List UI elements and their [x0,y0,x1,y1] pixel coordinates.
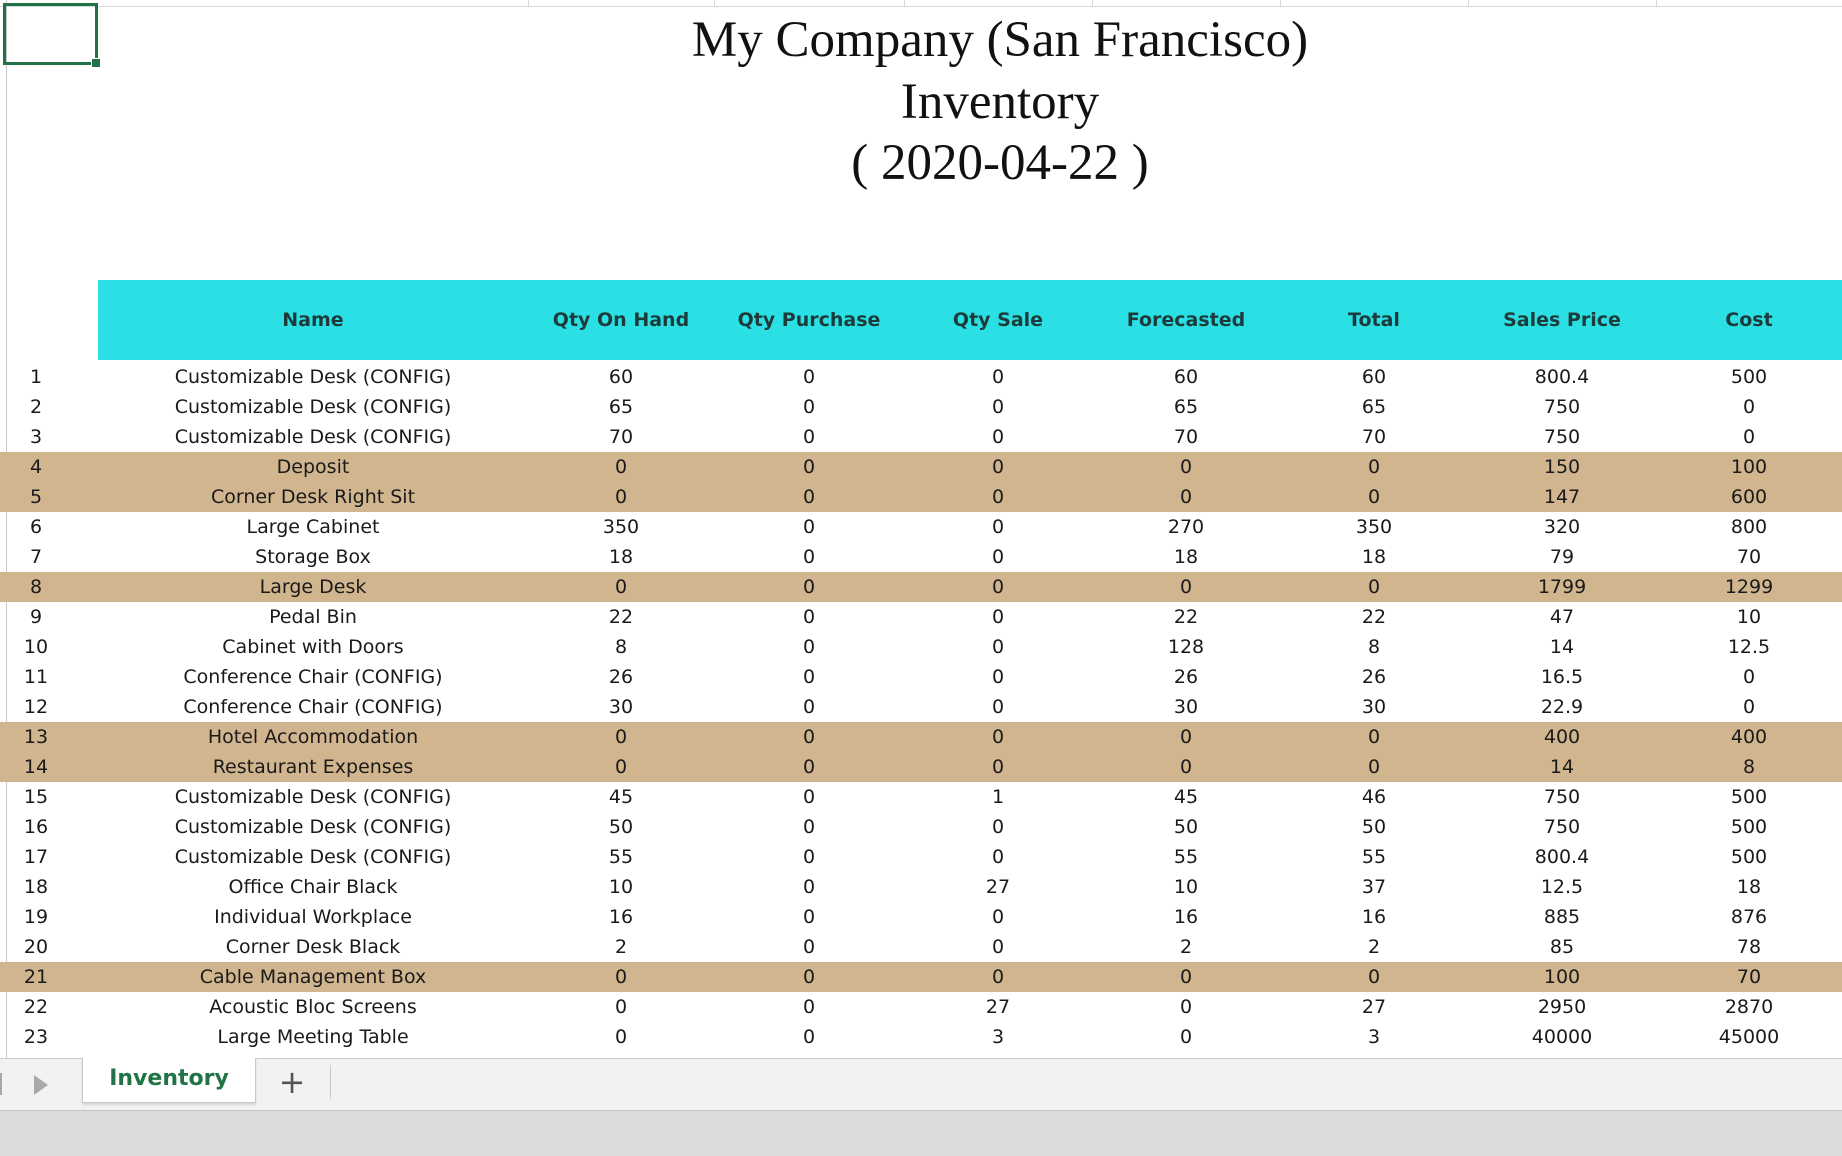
cell-name[interactable]: Corner Desk Black [225,936,401,958]
cell-qty-sale[interactable]: 0 [991,906,1005,928]
column-header-total[interactable]: Total [1348,309,1400,331]
row-number[interactable]: 15 [23,786,49,808]
cell-forecasted[interactable]: 50 [1173,816,1199,838]
cell-qty-on-hand[interactable]: 22 [608,606,634,628]
table-row[interactable] [0,392,1842,422]
cell-total[interactable]: 70 [1361,426,1387,448]
cell-qty-purchase[interactable]: 0 [802,756,816,778]
cell-sales-price[interactable]: 800.4 [1534,846,1590,868]
cell-total[interactable]: 350 [1355,516,1393,538]
column-header-name[interactable]: Name [282,309,344,331]
cell-qty-sale[interactable]: 0 [991,486,1005,508]
cell-name[interactable]: Restaurant Expenses [212,756,414,778]
column-header-cost[interactable]: Cost [1725,309,1773,331]
row-number[interactable]: 6 [29,516,43,538]
cell-name[interactable]: Conference Chair (CONFIG) [183,666,443,688]
cell-total[interactable]: 0 [1367,756,1381,778]
cell-qty-sale[interactable]: 0 [991,396,1005,418]
cell-qty-sale[interactable]: 3 [991,1026,1005,1048]
cell-cost[interactable]: 0 [1742,396,1756,418]
cell-forecasted[interactable]: 0 [1179,996,1193,1018]
sheet-tab-bar [0,1058,1842,1110]
cell-qty-purchase[interactable]: 0 [802,996,816,1018]
cell-qty-purchase[interactable]: 0 [802,1026,816,1048]
cell-qty-sale[interactable]: 0 [991,456,1005,478]
cell-total[interactable]: 30 [1361,696,1387,718]
cell-cost[interactable]: 500 [1730,786,1768,808]
cell-qty-purchase[interactable]: 0 [802,876,816,898]
cell-sales-price[interactable]: 79 [1549,546,1575,568]
row-number[interactable]: 16 [23,816,49,838]
table-row[interactable] [0,632,1842,662]
row-number[interactable]: 8 [29,576,43,598]
cell-name[interactable]: Storage Box [255,546,371,568]
cell-qty-sale[interactable]: 0 [991,756,1005,778]
cell-qty-purchase[interactable]: 0 [802,786,816,808]
nav-left-icon[interactable] [0,1073,6,1095]
table-row[interactable] [0,992,1842,1022]
cell-name[interactable]: Hotel Accommodation [207,726,419,748]
cell-total[interactable]: 37 [1361,876,1387,898]
cell-qty-sale[interactable]: 0 [991,816,1005,838]
cell-qty-on-hand[interactable]: 0 [614,726,628,748]
table-row[interactable] [0,752,1842,782]
cell-forecasted[interactable]: 22 [1173,606,1199,628]
cell-total[interactable]: 46 [1361,786,1387,808]
cell-qty-purchase[interactable]: 0 [802,456,816,478]
cell-qty-on-hand[interactable]: 2 [614,936,628,958]
cell-qty-on-hand[interactable]: 30 [608,696,634,718]
cell-sales-price[interactable]: 150 [1543,456,1581,478]
row-number[interactable]: 13 [23,726,49,748]
cell-cost[interactable]: 1299 [1724,576,1774,598]
company-title: My Company (San Francisco) [691,12,1309,68]
cell-cost[interactable]: 500 [1730,846,1768,868]
cell-qty-on-hand[interactable]: 350 [602,516,640,538]
row-number[interactable]: 12 [23,696,49,718]
cell-total[interactable]: 22 [1361,606,1387,628]
cell-qty-purchase[interactable]: 0 [802,486,816,508]
row-number[interactable]: 7 [29,546,43,568]
cell-name[interactable]: Acoustic Bloc Screens [209,996,417,1018]
cell-qty-purchase[interactable]: 0 [802,816,816,838]
cell-sales-price[interactable]: 14 [1549,636,1575,658]
cell-total[interactable]: 0 [1367,576,1381,598]
table-row[interactable] [0,362,1842,392]
cell-sales-price[interactable]: 750 [1543,396,1581,418]
cell-name[interactable]: Large Meeting Table [217,1026,409,1048]
cell-forecasted[interactable]: 0 [1179,486,1193,508]
cell-name[interactable]: Customizable Desk (CONFIG) [174,786,452,808]
cell-cost[interactable]: 0 [1742,666,1756,688]
cell-sales-price[interactable]: 750 [1543,426,1581,448]
cell-cost[interactable]: 600 [1730,486,1768,508]
cell-qty-sale[interactable]: 0 [991,636,1005,658]
cell-qty-on-hand[interactable]: 16 [608,906,634,928]
row-number[interactable]: 22 [23,996,49,1018]
cell-forecasted[interactable]: 0 [1179,756,1193,778]
cell-qty-on-hand[interactable]: 0 [614,576,628,598]
cell-forecasted[interactable]: 0 [1179,966,1193,988]
table-row[interactable] [0,602,1842,632]
cell-cost[interactable]: 876 [1730,906,1768,928]
cell-name[interactable]: Customizable Desk (CONFIG) [174,366,452,388]
row-number[interactable]: 5 [29,486,43,508]
column-header-qty-sale[interactable]: Qty Sale [952,309,1044,331]
cell-qty-on-hand[interactable]: 0 [614,996,628,1018]
cell-forecasted[interactable]: 0 [1179,726,1193,748]
cell-forecasted[interactable]: 270 [1167,516,1205,538]
cell-qty-sale[interactable]: 0 [991,606,1005,628]
cell-cost[interactable]: 12.5 [1727,636,1771,658]
row-number[interactable]: 11 [23,666,49,688]
cell-qty-on-hand[interactable]: 8 [614,636,628,658]
cell-name[interactable]: Individual Workplace [214,906,412,928]
cell-cost[interactable]: 10 [1736,606,1762,628]
row-number[interactable]: 2 [29,396,43,418]
cell-cost[interactable]: 800 [1730,516,1768,538]
cell-qty-purchase[interactable]: 0 [802,906,816,928]
cell-qty-sale[interactable]: 0 [991,516,1005,538]
cell-name[interactable]: Large Desk [259,576,367,598]
cell-qty-on-hand[interactable]: 50 [608,816,634,838]
cell-sales-price[interactable]: 22.9 [1540,696,1584,718]
cell-sales-price[interactable]: 85 [1549,936,1575,958]
table-row[interactable] [0,962,1842,992]
cell-sales-price[interactable]: 1799 [1537,576,1587,598]
cell-qty-on-hand[interactable]: 55 [608,846,634,868]
table-row[interactable] [0,782,1842,812]
status-bar [0,1110,1842,1156]
cell-cost[interactable]: 2870 [1724,996,1774,1018]
cell-cost[interactable]: 78 [1736,936,1762,958]
cell-qty-purchase[interactable]: 0 [802,966,816,988]
cell-forecasted[interactable]: 0 [1179,456,1193,478]
cell-qty-sale[interactable]: 0 [991,666,1005,688]
cell-sales-price[interactable]: 750 [1543,816,1581,838]
cell-total[interactable]: 65 [1361,396,1387,418]
column-header-forecasted[interactable]: Forecasted [1126,309,1246,331]
cell-total[interactable]: 3 [1367,1026,1381,1048]
cell-qty-sale[interactable]: 0 [991,726,1005,748]
cell-forecasted[interactable]: 10 [1173,876,1199,898]
table-row[interactable] [0,512,1842,542]
table-row[interactable] [0,722,1842,752]
cell-qty-sale[interactable]: 0 [991,546,1005,568]
cell-name[interactable]: Customizable Desk (CONFIG) [174,816,452,838]
cell-total[interactable]: 26 [1361,666,1387,688]
cell-name[interactable]: Conference Chair (CONFIG) [183,696,443,718]
cell-sales-price[interactable]: 750 [1543,786,1581,808]
row-number[interactable]: 19 [23,906,49,928]
table-row[interactable] [0,872,1842,902]
cell-qty-on-hand[interactable]: 18 [608,546,634,568]
table-row[interactable] [0,542,1842,572]
fill-handle[interactable] [91,58,101,68]
cell-qty-sale[interactable]: 0 [991,576,1005,598]
cell-total[interactable]: 0 [1367,486,1381,508]
cell-forecasted[interactable]: 18 [1173,546,1199,568]
cell-sales-price[interactable]: 147 [1543,486,1581,508]
cell-cost[interactable]: 70 [1736,966,1762,988]
cell-cost[interactable]: 500 [1730,816,1768,838]
cell-qty-purchase[interactable]: 0 [802,846,816,868]
cell-name[interactable]: Customizable Desk (CONFIG) [174,846,452,868]
column-header-qty-on-hand[interactable]: Qty On Hand [552,309,690,331]
cell-forecasted[interactable]: 60 [1173,366,1199,388]
column-header-qty-purchase[interactable]: Qty Purchase [737,309,881,331]
cell-sales-price[interactable]: 885 [1543,906,1581,928]
cell-sales-price[interactable]: 40000 [1531,1026,1593,1048]
cell-qty-purchase[interactable]: 0 [802,576,816,598]
cell-forecasted[interactable]: 16 [1173,906,1199,928]
cell-qty-purchase[interactable]: 0 [802,606,816,628]
cell-qty-sale[interactable]: 0 [991,936,1005,958]
cell-qty-on-hand[interactable]: 26 [608,666,634,688]
table-row[interactable] [0,572,1842,602]
cell-name[interactable]: Customizable Desk (CONFIG) [174,426,452,448]
row-number[interactable]: 3 [29,426,43,448]
cell-forecasted[interactable]: 2 [1179,936,1193,958]
cell-sales-price[interactable]: 12.5 [1540,876,1584,898]
report-date: ( 2020-04-22 ) [851,135,1149,191]
table-row[interactable] [0,452,1842,482]
cell-qty-on-hand[interactable]: 0 [614,756,628,778]
cell-cost[interactable]: 45000 [1718,1026,1780,1048]
cell-sales-price[interactable]: 47 [1549,606,1575,628]
cell-total[interactable]: 55 [1361,846,1387,868]
cell-name[interactable]: Corner Desk Right Sit [210,486,416,508]
cell-cost[interactable]: 18 [1736,876,1762,898]
row-number[interactable]: 17 [23,846,49,868]
row-number[interactable]: 10 [23,636,49,658]
cell-total[interactable]: 16 [1361,906,1387,928]
cell-name[interactable]: Cable Management Box [199,966,427,988]
cell-forecasted[interactable]: 55 [1173,846,1199,868]
cell-qty-sale[interactable]: 27 [985,876,1011,898]
cell-cost[interactable]: 70 [1736,546,1762,568]
cell-cost[interactable]: 400 [1730,726,1768,748]
cell-name[interactable]: Deposit [276,456,350,478]
row-number[interactable]: 21 [23,966,49,988]
cell-qty-on-hand[interactable]: 0 [614,456,628,478]
table-row[interactable] [0,842,1842,872]
cell-sales-price[interactable]: 800.4 [1534,366,1590,388]
cell-name[interactable]: Large Cabinet [246,516,380,538]
cell-forecasted[interactable]: 65 [1173,396,1199,418]
cell-qty-purchase[interactable]: 0 [802,546,816,568]
cell-qty-on-hand[interactable]: 0 [614,966,628,988]
cell-qty-purchase[interactable]: 0 [802,726,816,748]
cell-sales-price[interactable]: 16.5 [1540,666,1584,688]
cell-total[interactable]: 2 [1367,936,1381,958]
cell-qty-on-hand[interactable]: 65 [608,396,634,418]
table-row[interactable] [0,932,1842,962]
cell-sales-price[interactable]: 400 [1543,726,1581,748]
cell-total[interactable]: 18 [1361,546,1387,568]
cell-qty-purchase[interactable]: 0 [802,396,816,418]
cell-total[interactable]: 0 [1367,456,1381,478]
row-number[interactable]: 20 [23,936,49,958]
row-number[interactable]: 4 [29,456,43,478]
row-number[interactable]: 9 [29,606,43,628]
cell-qty-sale[interactable]: 0 [991,696,1005,718]
report-title: Inventory [900,74,1100,130]
cell-forecasted[interactable]: 0 [1179,1026,1193,1048]
row-number[interactable]: 23 [23,1026,49,1048]
cell-qty-purchase[interactable]: 0 [802,666,816,688]
row-number[interactable]: 18 [23,876,49,898]
cell-qty-on-hand[interactable]: 45 [608,786,634,808]
cell-total[interactable]: 27 [1361,996,1387,1018]
cell-cost[interactable]: 0 [1742,426,1756,448]
cell-forecasted[interactable]: 128 [1167,636,1205,658]
cell-qty-on-hand[interactable]: 60 [608,366,634,388]
cell-qty-purchase[interactable]: 0 [802,426,816,448]
cell-forecasted[interactable]: 45 [1173,786,1199,808]
cell-sales-price[interactable]: 2950 [1537,996,1587,1018]
tab-divider [330,1065,331,1099]
cell-qty-on-hand[interactable]: 0 [614,1026,628,1048]
cell-qty-sale[interactable]: 0 [991,366,1005,388]
cell-qty-purchase[interactable]: 0 [802,366,816,388]
selected-cell-a1[interactable] [3,3,98,65]
cell-name[interactable]: Customizable Desk (CONFIG) [174,396,452,418]
cell-cost[interactable]: 100 [1730,456,1768,478]
nav-right-icon[interactable] [34,1075,48,1095]
cell-qty-purchase[interactable]: 0 [802,636,816,658]
cell-qty-sale[interactable]: 0 [991,846,1005,868]
cell-total[interactable]: 0 [1367,966,1381,988]
cell-qty-sale[interactable]: 1 [991,786,1005,808]
cell-cost[interactable]: 500 [1730,366,1768,388]
cell-forecasted[interactable]: 26 [1173,666,1199,688]
table-row[interactable] [0,422,1842,452]
cell-name[interactable]: Cabinet with Doors [222,636,404,658]
table-row[interactable] [0,902,1842,932]
cell-total[interactable]: 8 [1367,636,1381,658]
cell-total[interactable]: 0 [1367,726,1381,748]
row-number[interactable]: 14 [23,756,49,778]
add-sheet-button[interactable]: + [278,1063,306,1101]
table-row[interactable] [0,662,1842,692]
cell-qty-on-hand[interactable]: 0 [614,486,628,508]
table-row[interactable] [0,812,1842,842]
cell-name[interactable]: Pedal Bin [269,606,357,628]
cell-qty-purchase[interactable]: 0 [802,516,816,538]
cell-sales-price[interactable]: 14 [1549,756,1575,778]
table-row[interactable] [0,1022,1842,1052]
cell-cost[interactable]: 8 [1742,756,1756,778]
cell-name[interactable]: Office Chair Black [228,876,398,898]
cell-qty-sale[interactable]: 27 [985,996,1011,1018]
cell-forecasted[interactable]: 30 [1173,696,1199,718]
cell-forecasted[interactable]: 70 [1173,426,1199,448]
cell-forecasted[interactable]: 0 [1179,576,1193,598]
cell-cost[interactable]: 0 [1742,696,1756,718]
cell-qty-on-hand[interactable]: 10 [608,876,634,898]
column-header-sales-price[interactable]: Sales Price [1503,309,1621,331]
cell-qty-on-hand[interactable]: 70 [608,426,634,448]
cell-total[interactable]: 50 [1361,816,1387,838]
column-header-strip [0,0,1842,7]
cell-qty-purchase[interactable]: 0 [802,936,816,958]
cell-qty-sale[interactable]: 0 [991,966,1005,988]
table-row[interactable] [0,692,1842,722]
cell-qty-purchase[interactable]: 0 [802,696,816,718]
cell-sales-price[interactable]: 320 [1543,516,1581,538]
sheet-tab-inventory[interactable]: Inventory [82,1058,256,1103]
cell-qty-sale[interactable]: 0 [991,426,1005,448]
cell-sales-price[interactable]: 100 [1543,966,1581,988]
row-number[interactable]: 1 [29,366,43,388]
cell-total[interactable]: 60 [1361,366,1387,388]
inventory-table-body [0,362,1842,1052]
table-row[interactable] [0,482,1842,512]
